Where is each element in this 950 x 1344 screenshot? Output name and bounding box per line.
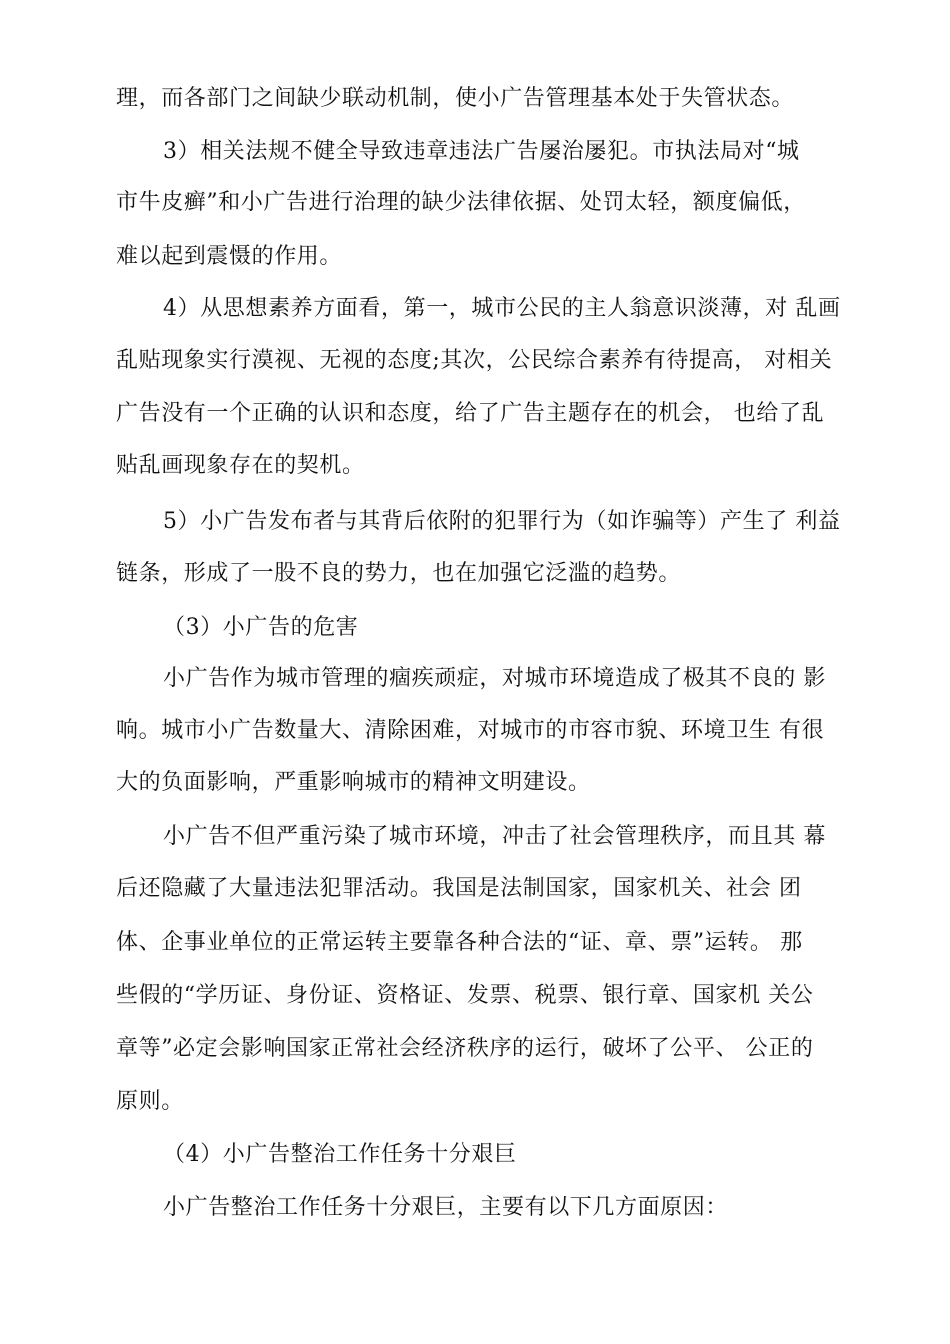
paragraph-line: 5）小广告发布者与其背后依附的犯罪行为（如诈骗等）产生了 利益 — [163, 509, 841, 534]
paragraph-line: 贴乱画现象存在的契机。 — [116, 453, 365, 478]
paragraph-line: 响。城市小广告数量大、清除困难，对城市的市容市貌、环境卫生 有很 — [116, 718, 825, 743]
paragraph-line: 后还隐藏了大量违法犯罪活动。我国是法制国家，国家机关、社会 团 — [116, 876, 802, 901]
paragraph-line: 广告没有一个正确的认识和态度，给了广告主题存在的机会， 也给了乱 — [116, 401, 825, 426]
paragraph-line: 些假的“学历证、身份证、资格证、发票、税票、银行章、国家机 关公 — [116, 983, 814, 1008]
section-heading: （3）小广告的危害 — [163, 615, 359, 640]
paragraph-line: 3）相关法规不健全导致违章违法广告屡治屡犯。市执法局对“城 — [163, 139, 800, 164]
paragraph-line: 章等”必定会影响国家正常社会经济秩序的运行，破坏了公平、 公正的 — [116, 1036, 814, 1061]
paragraph-line: 体、企事业单位的正常运转主要靠各种合法的“证、章、票”运转。 那 — [116, 930, 803, 955]
paragraph-line: 乱贴现象实行漠视、无视的态度;其次，公民综合素养有待提高， 对相关 — [116, 348, 833, 373]
paragraph-line: 难以起到震慑的作用。 — [116, 244, 343, 269]
section-heading: （4）小广告整治工作任务十分艰巨 — [163, 1142, 517, 1167]
paragraph-line: 4）从思想素养方面看，第一，城市公民的主人翁意识淡薄，对 乱画 — [163, 296, 841, 321]
paragraph-line: 大的负面影响，严重影响城市的精神文明建设。 — [116, 770, 591, 795]
paragraph-line: 小广告不但严重污染了城市环境，冲击了社会管理秩序，而且其 幕 — [163, 824, 826, 849]
paragraph-line: 小广告整治工作任务十分艰巨，主要有以下几方面原因： — [163, 1195, 729, 1220]
paragraph-line: 链条，形成了一股不良的势力，也在加强它泛滥的趋势。 — [116, 561, 682, 586]
paragraph-line: 小广告作为城市管理的痼疾顽症，对城市环境造成了极其不良的 影 — [163, 666, 826, 691]
paragraph-line: 理，而各部门之间缺少联动机制，使小广告管理基本处于失管状态。 — [116, 86, 795, 111]
paragraph-line: 原则。 — [116, 1089, 184, 1114]
paragraph-line: 市牛皮癣”和小广告进行治理的缺少法律依据、处罚太轻，额度偏低， — [116, 190, 806, 215]
